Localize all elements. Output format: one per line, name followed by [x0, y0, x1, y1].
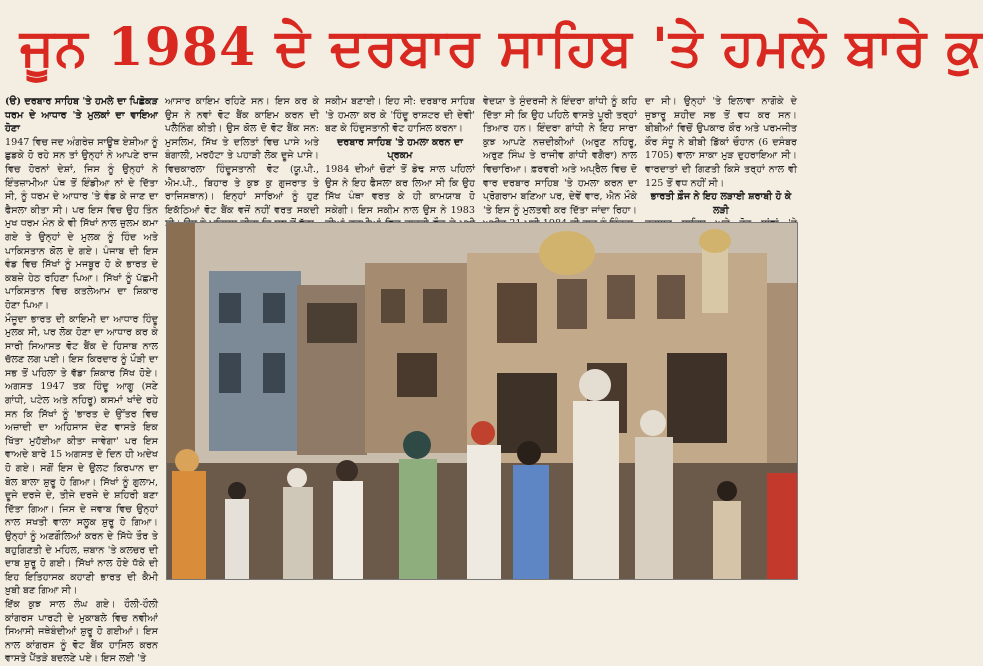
- column-1-paragraph-1: 1947 ਵਿਚ ਜਦ ਅੰਗਰੇਜ਼ ਸਾਊਥ ਏਸ਼ੀਆ ਨੂੰ ਛੁਡਕੇ ਹੋ ਰਹੇ ਸਨ ਤਾਂ ਉਨ੍ਹਾਂ ਨੇ ਆਪਣੇ ਰਾਜ ਵਿਚ ਹੋਰਨਾਂ ਦੇਸ਼ਾਂ, ਜਿਸ ਨੂੰ ਉਨ੍ਹਾਂ ਨੇ ਇੰਤਜ਼ਾਮੀਆ ਪੰਥ ਤੋਂ ਇੰਡੀਆ ਨਾਂ ਦੇ ਦਿੱਤਾ ਸੀ, ਨੂੰ ਧਰਮ ਦੇ ਆਧਾਰ 'ਤੇ ਵੰਡ ਕੇ ਜਾਣ ਦਾ ਫੈਸਲਾ ਕੀਤਾ ਸੀ। ਪਰ ਇਸ ਵਿਚ ਉਹ ਤਿੰਨ ਮੁਖ ਧਰਮ ਮੰਨ ਕੇ ਵੀ ਸਿੱਖਾਂ ਨਾਲ ਜ਼ੁਲਮ ਕਮਾ ਗਏ ਤੇ ਉਨ੍ਹਾਂ ਦੇ ਮੁਲਕ ਨੂੰ ਹਿੰਦ ਅਤੇ ਪਾਕਿਸਤਾਨ ਕੋਲ ਦੇ ਗਏ। ਪੰਜਾਬ ਦੀ ਇਸ ਵੰਡ ਵਿਚ ਸਿੱਖਾਂ ਨੂੰ ਮਜਬੂਰ ਹੋ ਕੇ ਭਾਰਤ ਦੇ ਕਬਜ਼ੇ ਹੇਠ ਰਹਿਣਾ ਪਿਆ। ਸਿੱਖਾਂ ਨੂੰ ਪੱਛਮੀ ਪਾਕਿਸਤਾਨ ਵਿਚ ਕਤਲੇਆਮ ਦਾ ਸ਼ਿਕਾਰ ਹੋਣਾ ਪਿਆ।: [5, 136, 158, 311]
- column-4-text: ਵੇਦਯਾ ਤੇ ਸੁੰਦਰਜੀ ਨੇ ਇੰਦਰਾ ਗਾਂਧੀ ਨੂੰ ਕਹਿ ਦਿੱਤਾ ਸੀ ਕਿ ਉਹ ਪਹਿਲੇ ਵਾਸਤੇ ਪੂਰੀ ਤਰ੍ਹਾਂ ਤਿਆਰ ਹਨ। ਇੰਦਰਾ ਗਾਂਧੀ ਨੇ ਇਹ ਸਾਰਾ ਕੁਝ ਆਪਣੇ ਨਜ਼ਦੀਕੀਆਂ (ਅਰੁਣ ਨਹਿਰੂ, ਅਰੁਣ ਸਿੰਘ ਤੇ ਰਾਜੀਵ ਗਾਂਧੀ ਵਗੈਰਾ) ਨਾਲ ਵਿਚਾਰਿਆ। ਫ਼ਰਵਰੀ ਅਤੇ ਅਪ੍ਰੈਲ ਵਿਚ ਦੋ ਵਾਰ ਦਰਬਾਰ ਸਾਹਿਬ 'ਤੇ ਹਮਲਾ ਕਰਨ ਦਾ ਪ੍ਰੋਗਰਾਮ ਬਣਿਆ ਪਰ, ਦੇਵੇਂ ਵਾਰ, ਐਨ ਮੌਕੇ 'ਤੇ ਇਸ ਨੂੰ ਮੁਲਤਵੀ ਕਰ ਦਿੱਤਾ ਜਾਂਦਾ ਰਿਹਾ।: [483, 96, 637, 216]
- column-3-paragraph-2: 1984 ਦੀਆਂ ਚੋਣਾਂ ਤੋਂ ਡੇਢ ਸਾਲ ਪਹਿਲਾਂ ਉਸ ਨੇ ਇਹ ਫੈਸਲਾ ਕਰ ਲਿਆ ਸੀ ਕਿ ਉਹ ਸਿੱਖ ਪੰਥਾ ਵਰਤ ਕੇ ਹੀ ਕਾਮਯਾਬ ਹੋ ਸਕੇਗੀ। ਇਸ ਸਕੀਮ ਨਾਲ ਉਸ ਨੇ 1983: [325, 163, 475, 216]
- article-column-2: [165, 95, 319, 217]
- article-column-4: [483, 95, 637, 217]
- column-5-paragraph-1: ਦਾ ਸੀ। ਉਨ੍ਹਾਂ 'ਤੇ ਇਲਾਵਾ ਨਾਗੋਕੇ ਦੇ ਜੁਝਾਰੂ ਸ਼ਹੀਦ ਸਭ ਤੋਂ ਵਧ ਕਰ ਸਨ। ਬੀਬੀਆਂ ਵਿਚੋਂ ਉਪਕਾਰ ਕੌਰ ਅਤੇ ਪਰਮਜੀਤ ਕੌਰ ਸੰਧੂ ਨੇ ਬੀਬੀ ਡਿੱਕਾਂ ਚੌਹਾਨ (6 ਦਸੰਬਰ 1705) ਵਾਲਾ ਸਾਕਾ ਮੁੜ ਦੁਹਰਾਇਆ ਸੀ। ਵਾਰਦਾਤਾਂ ਦੀ ਗਿਣਤੀ ਕਿਸੇ ਤਰ੍ਹਾਂ ਨਾਲ ਵੀ 125 ਤੋਂ ਵਧ ਨਹੀਂ ਸੀ।: [645, 96, 797, 189]
- photo-person-blue: [513, 465, 549, 579]
- article-column-5: [645, 95, 797, 217]
- column-1-lead: (ੳ) ਦਰਬਾਰ ਸਾਹਿਬ 'ਤੇ ਹਮਲੇ ਦਾ ਪਿਛੋਕੜ ਧਰਮ ਦੇ ਆਧਾਰ 'ਤੇ ਮੁਲਕਾਂ ਦਾ ਵਾਇਆ ਹੋਣਾ: [5, 96, 158, 135]
- photo-person-white-turban: [573, 401, 619, 579]
- column-2-text: ਆਸਾਰ ਕਾਇਮ ਰਹਿਣੇ ਸਨ। ਇਸ ਕਰ ਕੇ ਉਸ ਨੇ ਨਵਾਂ ਵੋਟ ਬੈਂਕ ਕਾਇਮ ਕਰਨ ਦੀ ਪਲੈਨਿੰਗ ਕੀਤੀ। ਉਸ ਕੋਲ ਦੋ ਵੋਟ ਬੈਂਕ ਸਨ: ਮੁਸਲਿਮ, ਸਿੱਖ ਤੇ ਦਲਿਤਾਂ ਵਿਚ ਪਾਸੇ ਅਤੇ ਬੰਗਾਲੀ, ਮਰਹੱਟਾ ਤੇ ਪਹਾੜੀ ਲੋਕ ਦੂਜੇ ਪਾਸੇ। ਵਿਚਕਾਰਲਾ ਹਿੰਦੂਸਤਾਨੀ ਵੋਟ (ਯੂ.ਪੀ., ਐਮ.ਪੀ., ਬਿਹਾਰ ਤੇ ਕੁਝ ਕੁ ਗੁਜਰਾਤ ਤੇ ਰਾਜਿਸਥਾਨ)। ਇਨ੍ਹਾਂ ਸਾਰਿਆਂ ਨੂੰ ਹੁਣ ਇਕੱਠਿਆਂ ਵੋਟ ਬੈਂਕ ਵਜੋਂ ਨਹੀਂ ਵਰਤ ਸਕਦੀ: [165, 96, 319, 216]
- column-1-paragraph-2: ਮੌਜੂਦਾ ਭਾਰਤ ਦੀ ਕਾਇਮੀ ਦਾ ਆਧਾਰ ਹਿੰਦੂ ਮੁਲਕ ਸੀ, ਪਰ ਲੋਕ ਹੋਣਾ ਦਾ ਆਧਾਰ ਕਰ ਕੇ ਸਾਰੀ ਸਿਆਸਤ ਵੋਟ ਬੈਂਕ ਦੇ ਹਿਸਾਬ ਨਾਲ ਚੱਲਣ ਲਗ ਪਈ। ਇਸ ਕਿਰਦਾਰ ਨੂੰ ਪੌੜੀ ਦਾ ਸਭ ਤੋਂ ਪਹਿਲਾ ਤੇ ਵੱਡਾ ਸ਼ਿਕਾਰ ਸਿੱਖ ਹੋਏ। ਅਗਸਤ 1947 ਤਕ ਹਿੰਦੂ ਆਗੂ (ਸਣੇ ਗਾਂਧੀ, ਪਟੇਲ ਅਤੇ ਨਹਿਰੂ) ਕਸਮਾਂ ਖਾਂਦੇ ਰਹੇ ਸਨ ਕਿ ਸਿੱਖਾਂ ਨੂੰ 'ਭਾਰਤ ਦੇ ਉੱਤਰ ਵਿਚ ਅਜ਼ਾਦੀ ਦਾ ਅਹਿਸਾਸ ਦੇਣ ਵਾਸਤੇ ਇਕ ਖਿੱਤਾ ਮੁਹੱਈਆ ਕੀਤਾ ਜਾਵੇਗਾ' ਪਰ ਇਸ ਵਾਅਦੇ ਬਾਰੇ 15 ਅਗਸਤ ਦੇ ਦਿਨ ਹੀ ਅਦੇਖ ਹੋ ਗਏ। ਸਗੋਂ ਇਸ ਦੇ ਉਲਟ ਕਿਰਪਾਨ ਦਾ ਬੋਲ ਬਾਲਾ ਸ਼ੁਰੂ ਹੋ ਗਿਆ। ਸਿੱਖਾਂ ਨੂੰ ਗੁਲਾਮ, ਦੂਜੇ ਦਰਜੇ ਦੇ, ਤੀਜੇ ਦਰਜੇ ਦੇ ਸ਼ਹਿਰੀ ਬਣਾ ਦਿੱਤਾ ਗਿਆ। ਜਿਸ ਦੇ ਜਵਾਬ ਵਿਚ ਉਨ੍ਹਾਂ ਨਾਲ ਸਖਤੀ ਵਾਲਾ ਸਲੂਕ ਸ਼ੁਰੂ ਹੋ ਗਿਆ। ਉਨ੍ਹਾਂ ਨੂੰ ਅਣਗੌਲਿਆਂ ਕਰਨ ਦੇ ਸਿੱਧੇ ਤੌਰ ਤੇ ਬਹੁਗਿਣਤੀ ਦੇ ਮਹਿਲ, ਜ਼ਬਾਨ 'ਤੇ ਕਲਚਰ ਦੀ ਦਾਬ ਸ਼ੁਰੂ ਹੋ ਗਈ। ਸਿੱਖਾਂ ਨਾਲ ਹੋਏ ਧੱਕੇ ਦੀ ਇਹ ਇਤਿਹਾਸਕ ਕਹਾਣੀ ਭਾਰਤ ਦੀ ਕੈਮੀ ਖ਼ੁਬੀ ਬਣ ਗਿਆ ਸੀ।: [5, 313, 158, 597]
- photo-illustration: [167, 223, 797, 579]
- headline: ਜੂਨ 1984 ਦੇ ਦਰਬਾਰ ਸਾਹਿਬ 'ਤੇ ਹਮਲੇ ਬਾਰੇ ਕੁ: [20, 17, 983, 78]
- column-3-paragraph-1: ਸਕੀਮ ਬਣਾਈ। ਇਹ ਸੀ: ਦਰਬਾਰ ਸਾਹਿਬ 'ਤੇ ਹਮਲਾ ਕਰ ਕੇ 'ਹਿੰਦੂ ਰਾਸ਼ਟਰ ਦੀ ਦੇਵੀ' ਬਣ ਕੇ ਹਿੰਦੁਸਤਾਨੀ ਵੋਟ ਹਾਸਿਲ ਕਰਨਾ।: [325, 96, 475, 135]
- photo-left-wall: [167, 223, 195, 463]
- article-column-3: [325, 95, 475, 217]
- news-photo-damaged-akal-takht: [166, 222, 798, 580]
- photo-dome: [539, 231, 595, 275]
- article-column-1: [5, 95, 158, 665]
- column-3-subheading: ਦਰਬਾਰ ਸਾਹਿਬ 'ਤੇ ਹਮਲਾ ਕਰਨ ਦਾ ਪ੍ਰਕਮ: [337, 136, 463, 162]
- column-1-paragraph-3: ਇੱਕ ਕੁਝ ਸਾਲ ਲੰਘ ਗਏ। ਹੌਲੀ-ਹੌਲੀ ਕਾਂਗਰਸ ਪਾਰਟੀ ਦੇ ਮੁਕਾਬਲੇ ਵਿਚ ਨਵੀਆਂ ਸਿਆਸੀ ਜਥੇਬੰਦੀਆਂ ਸ਼ੁਰੂ ਹੋ ਗਈਆਂ। ਇਸ ਨਾਲ ਕਾਂਗਰਸ ਨੂੰ ਵੋਟ ਬੈਂਕ ਹਾਸਿਲ ਕਰਨ ਵਾਸਤੇ ਪੈਂਤੜੇ ਬਦਲਣੇ ਪਏ। ਇਸ ਲਈ 'ਤੇ: [5, 598, 158, 665]
- column-5-subheading: ਭਾਰਤੀ ਫ਼ੌਜ ਨੇ ਇਹ ਲੜਾਈ ਸ਼ਰਾਬੀ ਹੋ ਕੇ ਲੜੀ: [650, 191, 792, 216]
- photo-person-orange: [172, 471, 206, 579]
- photo-person-green: [399, 459, 437, 579]
- photo-dome-small: [699, 229, 731, 253]
